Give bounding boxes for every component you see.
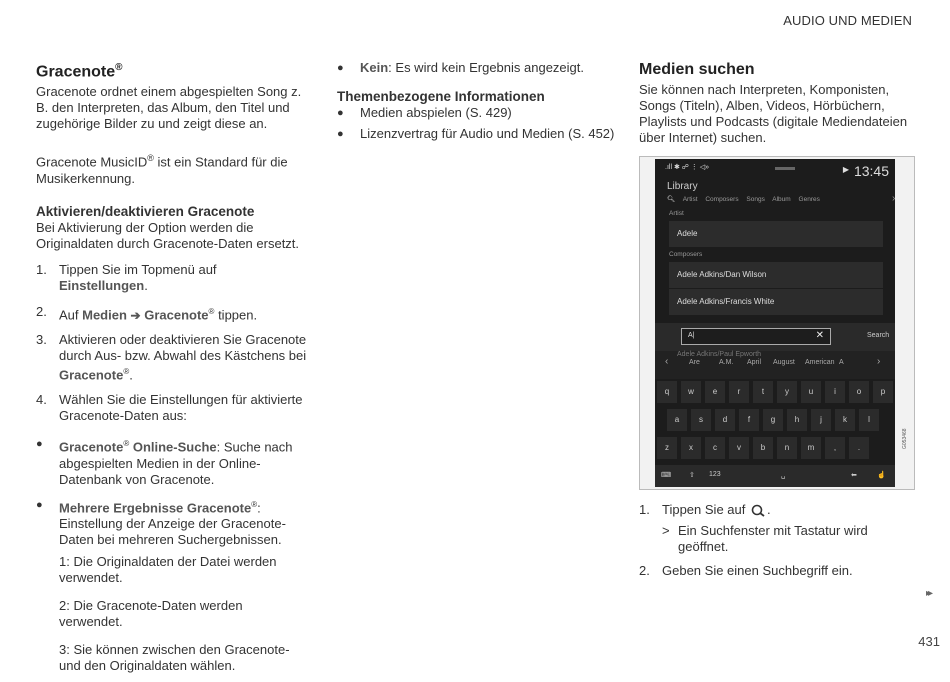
bullet-online-search: ● Gracenote® Online-Suche: Suche nach abgespielten Medien in der Online-Datenbank von Gracenote. (36, 438, 293, 487)
key[interactable]: n (777, 437, 797, 459)
step-3: 3. Aktivieren oder deaktivieren Sie Gracenote durch Aus- bzw. Abwahl des Kästchens bei Gracenote®. (36, 331, 307, 383)
key[interactable]: d (715, 409, 735, 431)
suggestion[interactable]: A.M. (719, 359, 734, 366)
clear-icon[interactable]: ✕ (815, 330, 824, 341)
chevron-right-icon[interactable]: › (892, 193, 896, 204)
key[interactable]: x (681, 437, 701, 459)
gracenote-intro: Gracenote ordnet einem abgespielten Song z. B. den Interpreten, das Album, den Titel und zugehörige Bilder zu und zeigt diese an. (36, 84, 302, 132)
key[interactable]: u (801, 381, 821, 403)
step-1: 1. Tippen Sie auf . (639, 502, 771, 517)
section-composers: Composers (669, 251, 703, 258)
step-1: 1. Tippen Sie im Topmenü auf Einstellungen. (36, 261, 217, 293)
key[interactable]: . (849, 437, 869, 459)
column-media-search (639, 60, 915, 146)
search-bar (655, 323, 895, 351)
option-2: 2: Die Gracenote-Daten werden verwendet. (59, 597, 243, 629)
handle-icon (775, 167, 795, 170)
column-gracenote (36, 58, 308, 682)
space-key[interactable]: ␣ (781, 472, 786, 479)
keyboard-row-z (655, 437, 895, 459)
library-tabs (667, 193, 896, 204)
hand-pointer-icon: ☝ (877, 472, 886, 479)
search-icon (749, 504, 767, 518)
keyboard-row-a (655, 409, 895, 431)
arrow-right-icon: ➔ (130, 307, 141, 322)
option-1: 1: Die Originaldaten der Datei werden verwendet. (59, 553, 277, 585)
key[interactable]: h (787, 409, 807, 431)
search-button[interactable]: Search (867, 332, 890, 339)
gracenote-title: Gracenote® (36, 62, 123, 81)
center-display (655, 159, 895, 487)
image-id: G053468 (902, 428, 908, 449)
bullet-multiple-results: ● Mehrere Ergebnisse Gracenote®: Einstellung der Anzeige der Gracenote-Daten bei mehreren Suchergebnissen. (36, 498, 286, 547)
related-heading: Themenbezogene Informationen (337, 89, 545, 104)
shift-icon[interactable]: ⇧ (689, 472, 695, 479)
key[interactable]: t (753, 381, 773, 403)
infotainment-screenshot (639, 156, 915, 490)
tab-artist[interactable]: Artist (682, 196, 698, 203)
chevron-right-icon[interactable]: › (877, 356, 881, 367)
option-3: 3: Sie können zwischen den Gracenote- und den Originaldaten wählen. (59, 641, 290, 673)
related-link-1[interactable]: ● Medien abspielen (S. 429) (337, 105, 512, 120)
keyboard-hide-icon[interactable]: ⌨ (661, 472, 672, 479)
clock: 13:45 (853, 163, 889, 179)
tab-composers[interactable]: Composers (705, 196, 739, 203)
list-item[interactable]: Adele Adkins/Dan Wilson (669, 262, 883, 288)
chevron-left-icon[interactable]: ‹ (665, 356, 669, 367)
bullet-icon: ● (337, 62, 344, 74)
forward-icon: ▸▸ (926, 588, 931, 599)
key[interactable]: o (849, 381, 869, 403)
musicid-paragraph: Gracenote MusicID® ist ein Standard für die Musikerkennung. (36, 153, 288, 186)
key[interactable]: f (739, 409, 759, 431)
key[interactable]: y (777, 381, 797, 403)
key[interactable]: a (667, 409, 687, 431)
keyboard-row-q (655, 381, 895, 403)
tab-album[interactable]: Album (772, 196, 791, 203)
tab-songs[interactable]: Songs (746, 196, 765, 203)
key[interactable]: i (825, 381, 845, 403)
key[interactable]: e (705, 381, 725, 403)
section-header: AUDIO UND MEDIEN (783, 13, 912, 28)
suggestion[interactable]: A (839, 359, 844, 366)
key[interactable]: , (825, 437, 845, 459)
key[interactable]: m (801, 437, 821, 459)
media-search-title: Medien suchen (639, 61, 755, 78)
numbers-key[interactable]: 123 (709, 471, 721, 478)
key[interactable]: q (657, 381, 677, 403)
key[interactable]: g (763, 409, 783, 431)
bullet-icon: ● (36, 498, 43, 511)
key[interactable]: r (729, 381, 749, 403)
related-link-2[interactable]: ● Lizenzvertrag für Audio und Medien (S. 452) (337, 126, 615, 141)
bullet-icon: ● (337, 107, 344, 119)
status-bar (665, 163, 889, 179)
list-item[interactable]: Adele Adkins/Francis White (669, 289, 883, 315)
activate-text: Bei Aktivierung der Option werden die Originaldaten durch Gracenote-Daten ersetzt. (36, 219, 300, 251)
section-artist: Artist (669, 210, 684, 217)
list-item[interactable]: Adele (669, 221, 883, 247)
key[interactable]: p (873, 381, 893, 403)
play-icon: ▶ (842, 165, 849, 174)
search-icon[interactable]: 🔍︎ (667, 196, 676, 203)
backspace-icon[interactable]: ⬅ (851, 472, 857, 479)
key[interactable]: s (691, 409, 711, 431)
bullet-kein: ● Kein: Es wird kein Ergebnis angezeigt. (337, 60, 584, 75)
bullet-icon: ● (36, 438, 43, 451)
key[interactable]: c (705, 437, 725, 459)
bullet-icon: ● (337, 128, 344, 140)
media-search-steps (639, 502, 915, 586)
step-1-result: > Ein Suchfenster mit Tastatur wird geöffnet. (662, 523, 868, 554)
suggestion[interactable]: Are (689, 359, 700, 366)
library-title: Library (667, 181, 698, 192)
suggestion-ghost: Adele Adkins/Paul Epworth (677, 351, 762, 358)
page-number: 431 (918, 634, 940, 649)
key[interactable]: l (859, 409, 879, 431)
key[interactable]: j (811, 409, 831, 431)
signal-icon: .ıll ✱ ☍ ⋮ ◁» (665, 164, 710, 171)
keyboard-bottom-row (655, 465, 895, 487)
step-2: 2. Auf Medien ➔ Gracenote® tippen. (36, 303, 258, 322)
column-related (337, 60, 615, 147)
key[interactable]: k (835, 409, 855, 431)
key[interactable]: w (681, 381, 701, 403)
activate-heading: Aktivieren/deaktivieren Gracenote (36, 203, 255, 219)
suggestion[interactable]: April (747, 359, 762, 366)
tab-genres[interactable]: Genres (798, 196, 820, 203)
suggestion[interactable]: American (805, 359, 835, 366)
media-search-intro: Sie können nach Interpreten, Komponisten, Songs (Titeln), Alben, Videos, Hörbüchern, Playlists und Podcasts (digitale Mediendateien über Internet) suchen. (639, 82, 908, 145)
suggestion-bar (655, 351, 895, 379)
step-2: 2. Geben Sie einen Suchbegriff ein. (639, 563, 853, 578)
suggestion[interactable]: August (773, 359, 795, 366)
step-4: 4. Wählen Sie die Einstellungen für aktivierte Gracenote-Daten aus: (36, 392, 303, 424)
key[interactable]: z (657, 437, 677, 459)
search-input[interactable]: A| ✕ (681, 328, 831, 345)
key[interactable]: b (753, 437, 773, 459)
key[interactable]: v (729, 437, 749, 459)
